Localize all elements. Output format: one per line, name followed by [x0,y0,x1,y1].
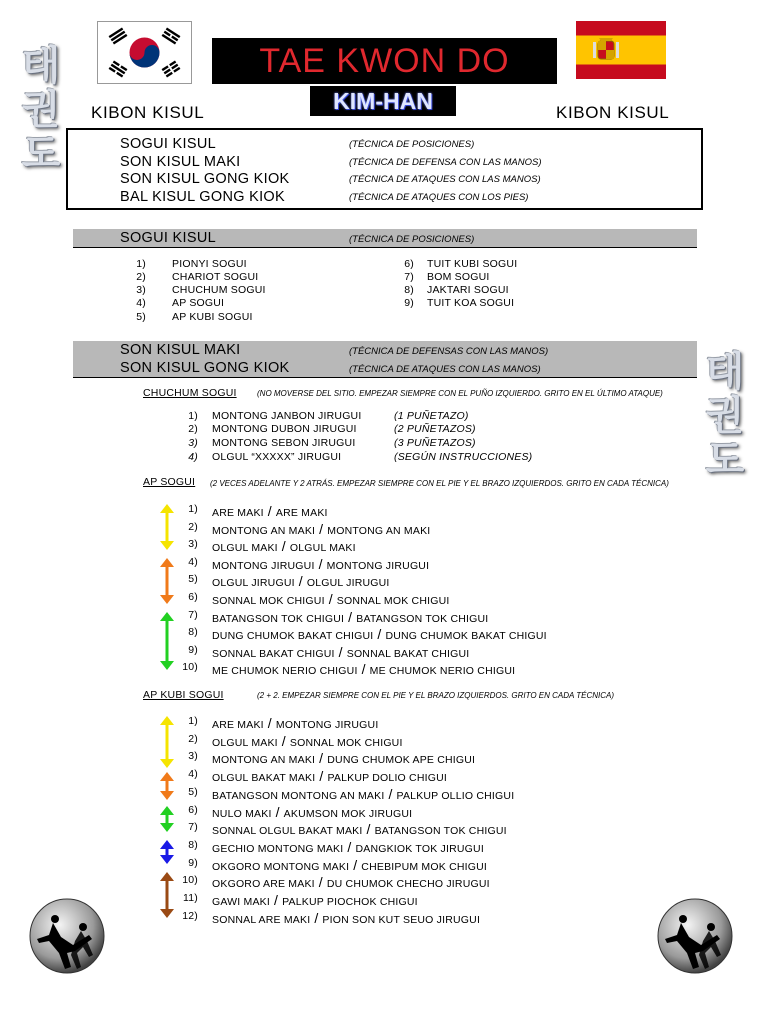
arrow-orange-icon [160,558,174,604]
hangul-char: 권 [21,86,61,133]
subsection-title-ap-kubi-sogui: AP KUBI SOGUI [143,689,224,701]
section-title: SON KISUL MAKI [120,342,241,358]
hangul-char: 태 [21,42,61,89]
section-title: SOGUI KISUL [120,230,216,246]
kick-logo-left-icon [27,897,107,975]
hangul-char: 도 [705,436,745,483]
hangul-decoration-left [16,44,66,176]
hangul-decoration-right [700,350,750,482]
summary-desc: (TÉCNICA DE DEFENSA CON LAS MANOS) [349,157,542,168]
subsection-title-ap-sogui: AP SOGUI [143,476,196,488]
subsection-note: (NO MOVERSE DEL SITIO. EMPEZAR SIEMPRE CON EL PUÑO IZQUIERDO. GRITO EN EL ÚLTIMO ATAQUE) [257,389,663,398]
arrow-orange-icon [160,772,174,800]
spain-flag-icon [576,21,666,79]
south-korea-flag-icon [97,21,192,84]
summary-name: SON KISUL GONG KIOK [120,171,290,187]
arrow-green-icon [160,806,174,832]
subsection-note: (2 + 2. EMPEZAR SIEMPRE CON EL PIE Y EL BRAZO IZQUIERDOS. GRITO EN CADA TÉCNICA) [257,691,615,700]
arrow-brown-icon [160,872,174,918]
section-desc: (TÉCNICA DE DEFENSAS CON LAS MANOS) [349,346,549,357]
arrow-green-icon [160,612,174,670]
divider [73,247,697,248]
section-title: SON KISUL GONG KIOK [120,360,290,376]
hangul-char: 권 [705,392,745,439]
direction-arrows [150,498,184,933]
arrow-yellow-icon [160,716,174,768]
summary-desc: (TÉCNICA DE ATAQUES CON LAS MANOS) [349,174,541,185]
summary-desc: (TÉCNICA DE ATAQUES CON LOS PIES) [349,192,529,203]
arrow-yellow-icon [160,504,174,550]
subsection-title-chuchum-sogui: CHUCHUM SOGUI [143,387,237,399]
arrow-blue-icon [160,840,174,864]
kibon-kisul-left-label: KIBON KISUL [91,103,205,122]
section-desc: (TÉCNICA DE POSICIONES) [349,234,475,245]
kick-logo-right-icon [655,897,735,975]
hangul-char: 도 [21,130,61,177]
summary-name: SOGUI KISUL [120,136,216,152]
subsection-note: (2 VECES ADELANTE Y 2 ATRÁS. EMPEZAR SIEMPRE CON EL PIE Y EL BRAZO IZQUIERDOS. GRITO EN CADA TÉCNICA) [210,479,669,488]
divider [73,377,697,378]
summary-desc: (TÉCNICA DE POSICIONES) [349,139,475,150]
page-title: TAE KWON DO [259,42,510,80]
section-desc: (TÉCNICA DE ATAQUES CON LAS MANOS) [349,364,541,375]
summary-name: BAL KISUL GONG KIOK [120,189,285,205]
summary-name: SON KISUL MAKI [120,154,241,170]
page-subtitle: KIM-HAN [333,88,433,114]
hangul-char: 태 [705,348,745,395]
kibon-kisul-right-label: KIBON KISUL [556,103,670,122]
